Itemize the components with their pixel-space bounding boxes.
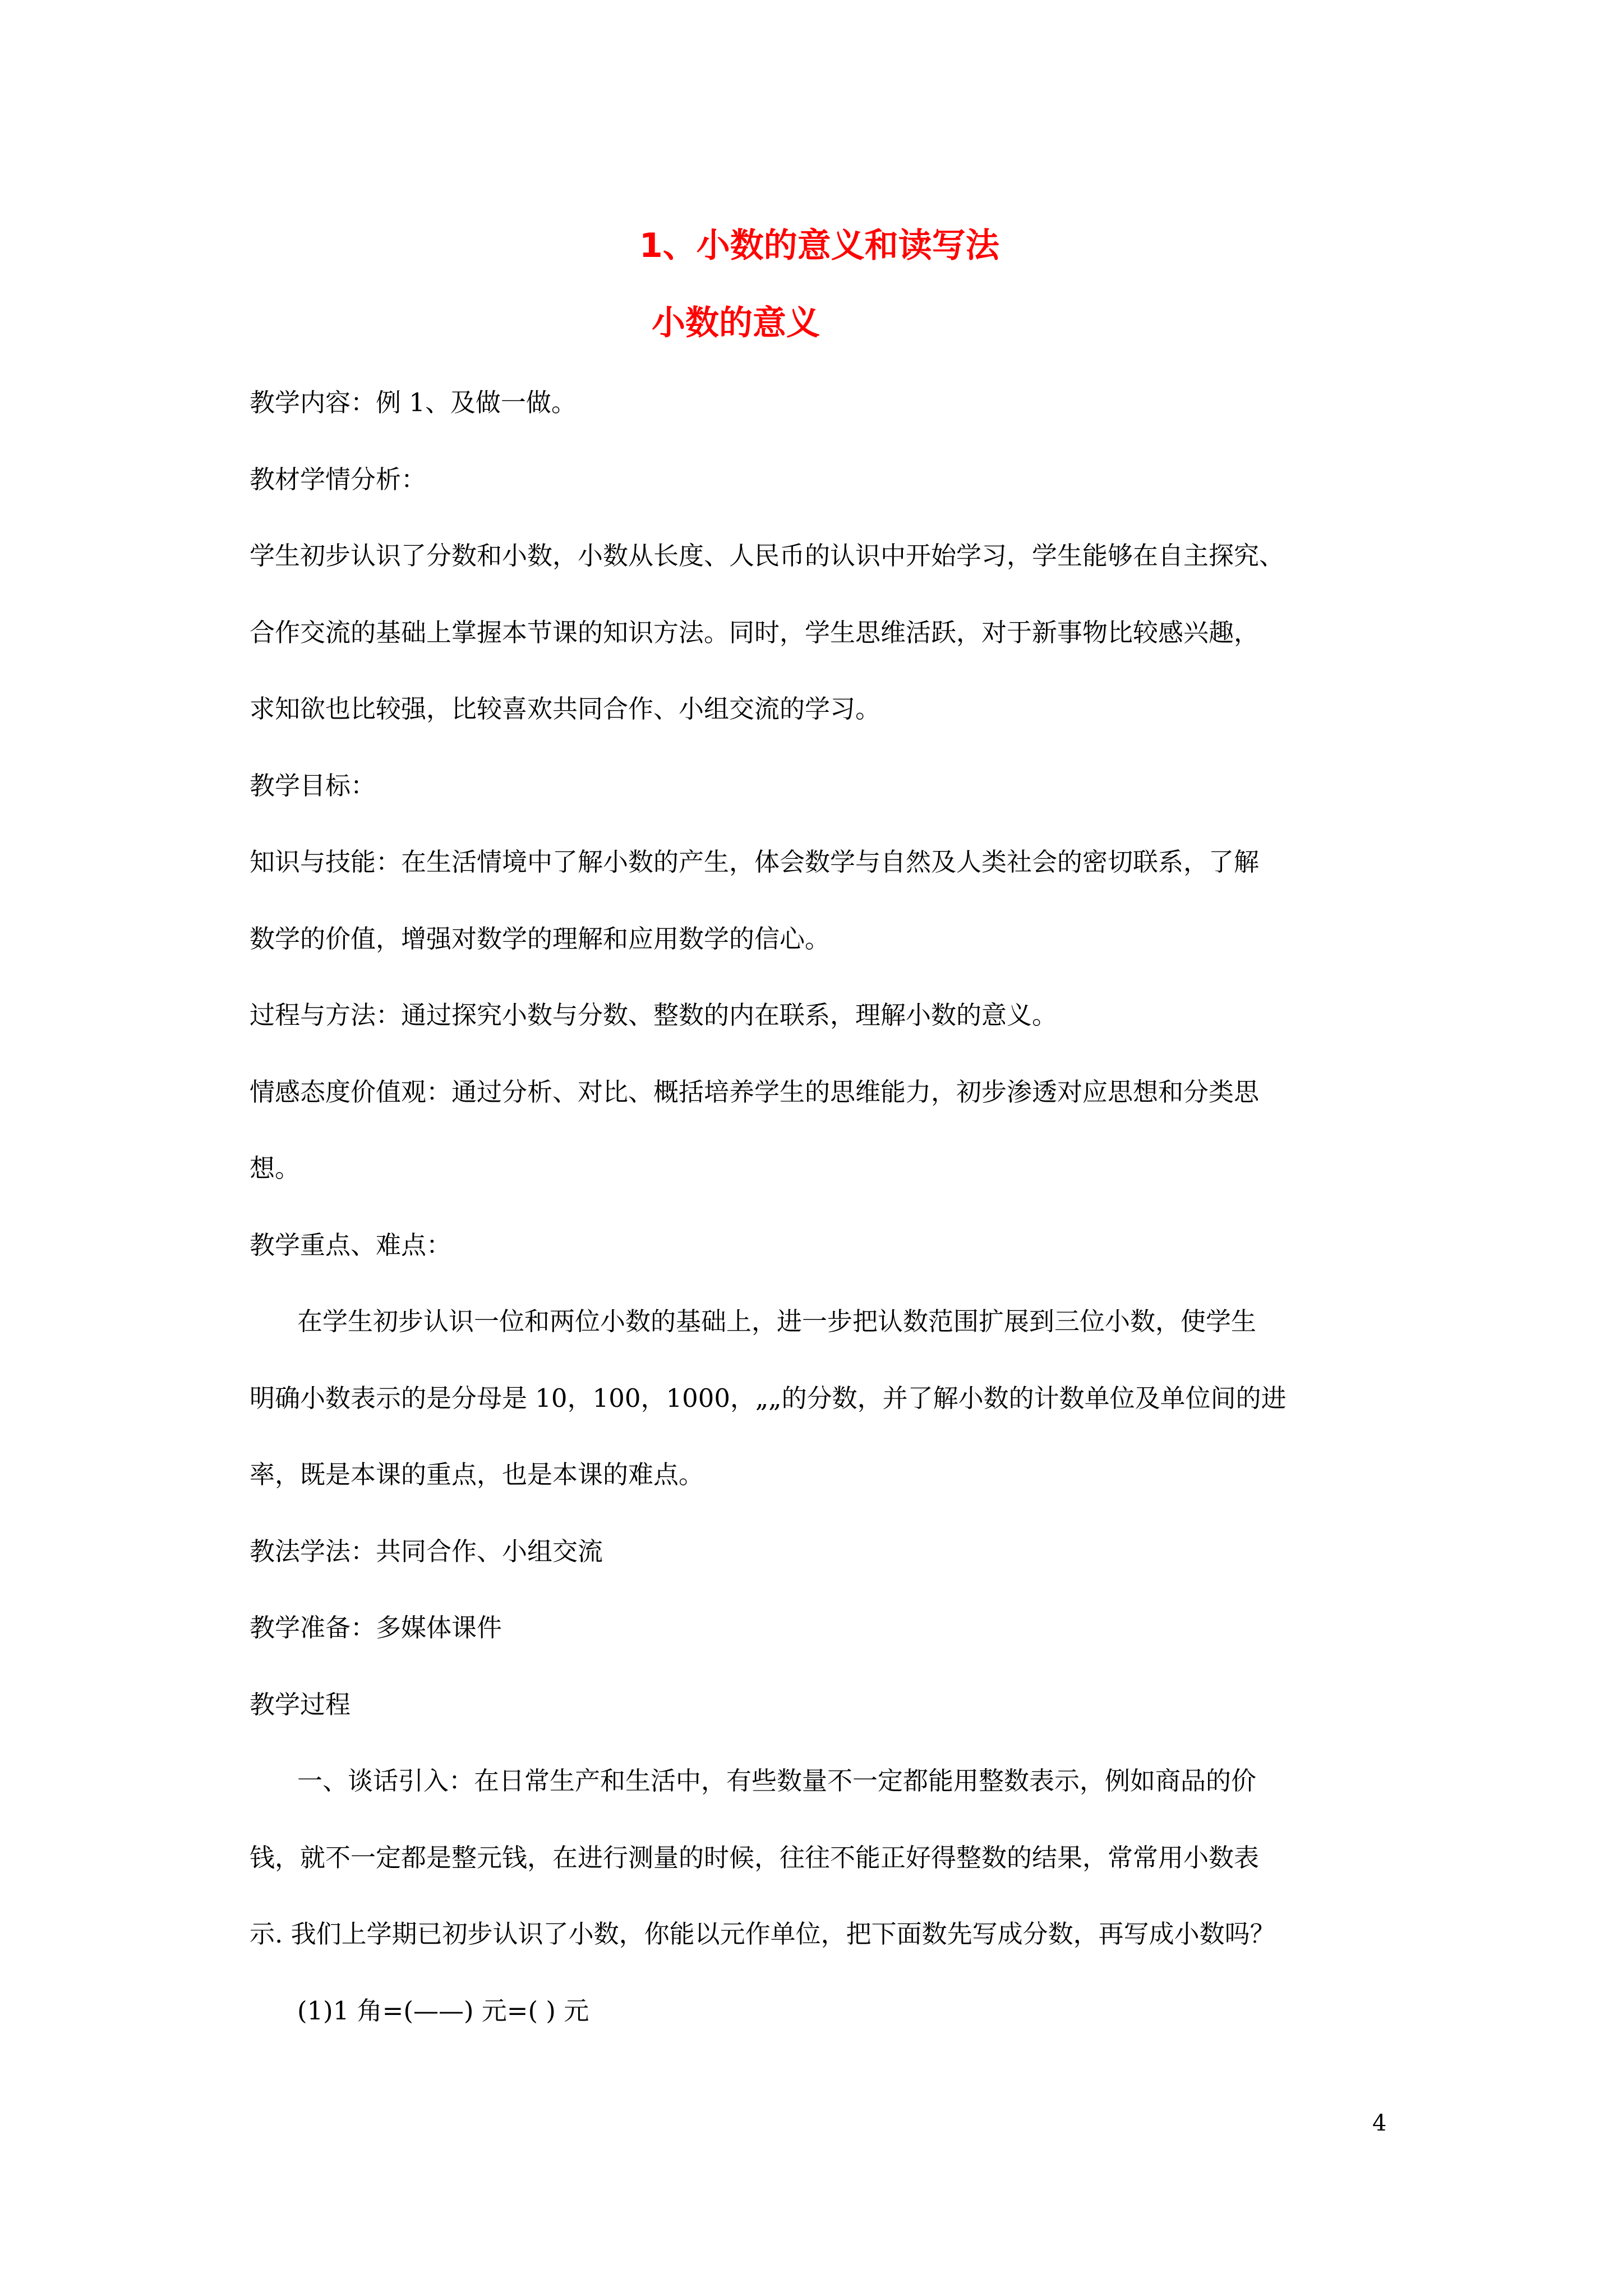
paragraph-line: 学生初步认识了分数和小数，小数从长度、人民币的认识中开始学习，学生能够在自主探究、 [250, 541, 1285, 570]
paragraph-line: 一、谈话引入：在日常生产和生活中，有些数量不一定都能用整数表示，例如商品的价 [297, 1766, 1257, 1796]
paragraph-line: 过程与方法：通过探究小数与分数、整数的内在联系，理解小数的意义。 [250, 1000, 1058, 1030]
paragraph-line: 知识与技能：在生活情境中了解小数的产生，体会数学与自然及人类社会的密切联系，了解 [250, 847, 1260, 877]
paragraph-line: 求知欲也比较强，比较喜欢共同合作、小组交流的学习。 [250, 694, 881, 724]
methods-line: 教法学法：共同合作、小组交流 [250, 1536, 603, 1566]
main-title: 1、小数的意义和读写法 [639, 226, 999, 265]
analysis-heading: 教材学情分析： [250, 464, 427, 494]
exercise-line: (1)1 角=(——) 元=( ) 元 [297, 1996, 589, 2026]
paragraph-line: 在学生初步认识一位和两位小数的基础上，进一步把认数范围扩展到三位小数，使学生 [297, 1306, 1257, 1336]
paragraph-line: 合作交流的基础上掌握本节课的知识方法。同时，学生思维活跃，对于新事物比较感兴趣， [250, 618, 1260, 647]
preparation-line: 教学准备：多媒体课件 [250, 1613, 502, 1642]
key-points-heading: 教学重点、难点： [250, 1230, 452, 1260]
page-number: 4 [1372, 2110, 1387, 2136]
paragraph-line: 情感态度价值观：通过分析、对比、概括培养学生的思维能力，初步渗透对应思想和分类思 [250, 1077, 1260, 1107]
paragraph-line: 想。 [250, 1153, 301, 1183]
paragraph-line: 示. 我们上学期已初步认识了小数，你能以元作单位，把下面数先写成分数，再写成小数吗？ [250, 1919, 1275, 1949]
teaching-content-line: 教学内容：例 1、及做一做。 [250, 388, 577, 417]
objectives-heading: 教学目标： [250, 771, 376, 800]
section-title: 小数的意义 [652, 303, 820, 343]
paragraph-line: 率，既是本课的重点，也是本课的难点。 [250, 1460, 704, 1489]
process-heading: 教学过程 [250, 1690, 351, 1719]
paragraph-line: 钱，就不一定都是整元钱，在进行测量的时候，往往不能正好得整数的结果，常常用小数表 [250, 1843, 1260, 1872]
paragraph-line: 数学的价值，增强对数学的理解和应用数学的信心。 [250, 924, 831, 954]
paragraph-line: 明确小数表示的是分母是 10，100，1000，„„的分数，并了解小数的计数单位及单位间的进 [250, 1383, 1287, 1413]
